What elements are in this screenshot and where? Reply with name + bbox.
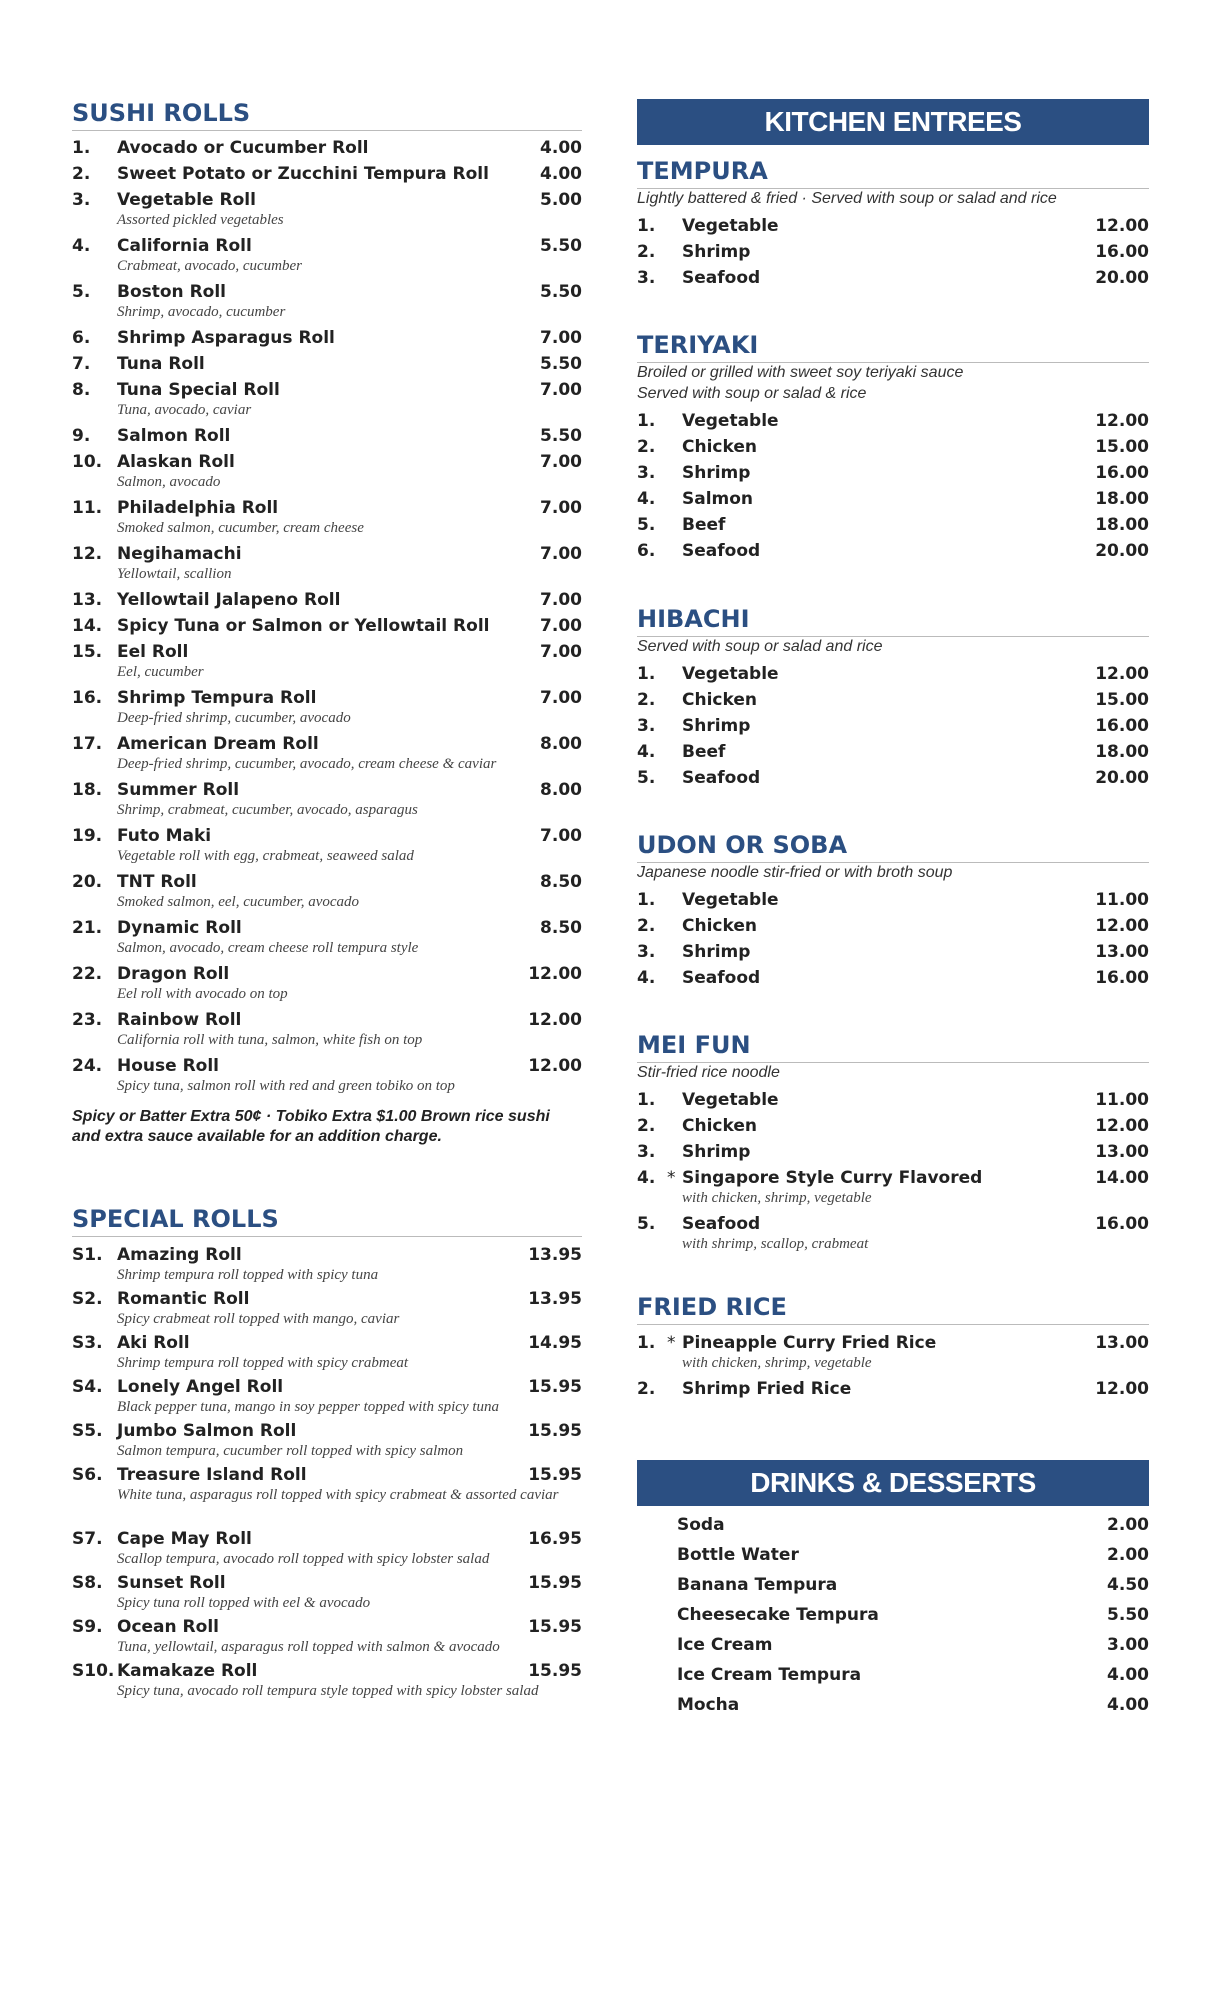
sushi-roll-price: 8.00 [540, 734, 582, 754]
sushi-roll-number: 7. [72, 354, 91, 374]
sushi-roll-number: 16. [72, 688, 103, 708]
special-roll-number: S4. [72, 1377, 103, 1397]
special-roll-number: S9. [72, 1617, 103, 1637]
tempura-item-name: Shrimp [682, 242, 751, 262]
sushi-roll-price: 5.50 [540, 236, 582, 256]
sushi-roll-number: 13. [72, 590, 103, 610]
sushi-roll-price: 8.50 [540, 872, 582, 892]
sushi-roll-description: Yellowtail, scallion [117, 566, 232, 582]
teriyaki-item-name: Seafood [682, 541, 761, 561]
special-roll-price: 13.95 [528, 1289, 582, 1309]
sushi-roll-description: Shrimp, crabmeat, cucumber, avocado, asparagus [117, 802, 418, 818]
tempura-item-number: 3. [637, 268, 656, 288]
sushi-roll-description: Salmon, avocado, cream cheese roll tempura style [117, 940, 419, 956]
special-roll-name: Ocean Roll [117, 1617, 219, 1637]
teriyaki-item-number: 2. [637, 437, 656, 457]
special-roll-name: Amazing Roll [117, 1245, 242, 1265]
special-roll-description: Tuna, yellowtail, asparagus roll topped with salmon & avocado [117, 1639, 500, 1655]
teriyaki-item-number: 5. [637, 515, 656, 535]
special-roll-name: Kamakaze Roll [117, 1661, 258, 1681]
mei-fun-item-number: 4. [637, 1168, 656, 1188]
sushi-roll-number: 14. [72, 616, 103, 636]
mei-fun-item-description: with chicken, shrimp, vegetable [682, 1190, 872, 1206]
sushi-roll-number: 6. [72, 328, 91, 348]
sushi-roll-price: 5.50 [540, 282, 582, 302]
sushi-roll-name: Tuna Roll [117, 354, 205, 374]
hibachi-item-price: 16.00 [1095, 716, 1149, 736]
sushi-roll-price: 5.00 [540, 190, 582, 210]
special-roll-name: Jumbo Salmon Roll [117, 1421, 297, 1441]
mei-fun-item-name: Chicken [682, 1116, 757, 1136]
teriyaki-item-price: 20.00 [1095, 541, 1149, 561]
sushi-roll-description: Vegetable roll with egg, crabmeat, seaweed salad [117, 848, 414, 864]
special-roll-price: 15.95 [528, 1617, 582, 1637]
sushi-roll-number: 15. [72, 642, 103, 662]
teriyaki-item-name: Shrimp [682, 463, 751, 483]
tempura-item-price: 20.00 [1095, 268, 1149, 288]
udon-soba-item-number: 1. [637, 890, 656, 910]
sushi-roll-price: 7.00 [540, 498, 582, 518]
drink-dessert-name: Ice Cream [677, 1635, 773, 1655]
hibachi-item-name: Seafood [682, 768, 761, 788]
drink-dessert-name: Cheesecake Tempura [677, 1605, 879, 1625]
teriyaki-item-number: 4. [637, 489, 656, 509]
sushi-roll-price: 7.00 [540, 380, 582, 400]
sushi-roll-name: House Roll [117, 1056, 219, 1076]
fried-rice-item-number: 1. [637, 1333, 656, 1353]
mei-fun-item-name: Shrimp [682, 1142, 751, 1162]
sushi-roll-name: California Roll [117, 236, 252, 256]
special-roll-number: S6. [72, 1465, 103, 1485]
sushi-roll-number: 18. [72, 780, 103, 800]
fried-rice-item-number: 2. [637, 1379, 656, 1399]
teriyaki-item-name: Vegetable [682, 411, 779, 431]
sushi-roll-description: Deep-fried shrimp, cucumber, avocado [117, 710, 351, 726]
sushi-roll-number: 1. [72, 138, 91, 158]
udon-soba-heading: UDON OR SOBA [637, 830, 1149, 863]
sushi-roll-description: Smoked salmon, eel, cucumber, avocado [117, 894, 360, 910]
tempura-item-number: 2. [637, 242, 656, 262]
special-roll-price: 16.95 [528, 1529, 582, 1549]
drink-dessert-name: Soda [677, 1515, 725, 1535]
sushi-roll-price: 7.00 [540, 590, 582, 610]
sushi-roll-price: 12.00 [528, 1010, 582, 1030]
sushi-roll-price: 7.00 [540, 616, 582, 636]
special-roll-name: Romantic Roll [117, 1289, 250, 1309]
hibachi-item-number: 1. [637, 664, 656, 684]
sushi-roll-number: 3. [72, 190, 91, 210]
sushi-roll-price: 7.00 [540, 328, 582, 348]
hibachi-item-number: 4. [637, 742, 656, 762]
sushi-roll-name: Dragon Roll [117, 964, 230, 984]
sushi-roll-name: American Dream Roll [117, 734, 319, 754]
teriyaki-item-name: Chicken [682, 437, 757, 457]
sushi-roll-name: TNT Roll [117, 872, 197, 892]
tempura-item-name: Vegetable [682, 216, 779, 236]
sushi-roll-name: Shrimp Asparagus Roll [117, 328, 335, 348]
sushi-roll-description: Eel roll with avocado on top [117, 986, 288, 1002]
teriyaki-heading: TERIYAKI [637, 330, 1149, 363]
sushi-roll-description: Shrimp, avocado, cucumber [117, 304, 286, 320]
udon-soba-item-name: Vegetable [682, 890, 779, 910]
special-roll-name: Lonely Angel Roll [117, 1377, 284, 1397]
sushi-roll-description: California roll with tuna, salmon, white fish on top [117, 1032, 423, 1048]
teriyaki-item-name: Salmon [682, 489, 754, 509]
special-roll-price: 15.95 [528, 1377, 582, 1397]
sushi-roll-number: 20. [72, 872, 103, 892]
special-roll-description: Shrimp tempura roll topped with spicy tuna [117, 1267, 379, 1283]
mei-fun-item-price: 16.00 [1095, 1214, 1149, 1234]
sushi-rolls-heading: SUSHI ROLLS [72, 98, 582, 131]
sushi-roll-price: 7.00 [540, 452, 582, 472]
special-roll-name: Sunset Roll [117, 1573, 226, 1593]
mei-fun-item-star: * [667, 1168, 676, 1188]
sushi-roll-number: 22. [72, 964, 103, 984]
sushi-roll-number: 21. [72, 918, 103, 938]
udon-soba-item-name: Shrimp [682, 942, 751, 962]
sushi-roll-name: Vegetable Roll [117, 190, 256, 210]
udon-soba-item-price: 13.00 [1095, 942, 1149, 962]
special-roll-price: 14.95 [528, 1333, 582, 1353]
udon-soba-item-name: Chicken [682, 916, 757, 936]
drink-dessert-name: Banana Tempura [677, 1575, 838, 1595]
sushi-roll-description: Smoked salmon, cucumber, cream cheese [117, 520, 364, 536]
drink-dessert-name: Bottle Water [677, 1545, 799, 1565]
sushi-roll-price: 7.00 [540, 688, 582, 708]
fried-rice-item-price: 13.00 [1095, 1333, 1149, 1353]
special-roll-number: S8. [72, 1573, 103, 1593]
sushi-roll-number: 10. [72, 452, 103, 472]
teriyaki-item-price: 18.00 [1095, 489, 1149, 509]
teriyaki-item-number: 6. [637, 541, 656, 561]
drink-dessert-name: Ice Cream Tempura [677, 1665, 862, 1685]
special-roll-price: 13.95 [528, 1245, 582, 1265]
sushi-roll-name: Shrimp Tempura Roll [117, 688, 317, 708]
hibachi-heading: HIBACHI [637, 604, 1149, 637]
special-rolls-heading: SPECIAL ROLLS [72, 1204, 582, 1237]
drink-dessert-price: 4.50 [1107, 1575, 1149, 1595]
sushi-note: Spicy or Batter Extra 50¢ · Tobiko Extra $1.00 Brown rice sushi and extra sauce available for an addition charge. [72, 1108, 550, 1145]
special-roll-description: Spicy tuna, avocado roll tempura style topped with spicy lobster salad [117, 1683, 539, 1699]
special-roll-price: 15.95 [528, 1573, 582, 1593]
tempura-item-price: 12.00 [1095, 216, 1149, 236]
sushi-roll-name: Salmon Roll [117, 426, 231, 446]
hibachi-item-name: Beef [682, 742, 726, 762]
teriyaki-description-1: Broiled or grilled with sweet soy teriyaki sauce [637, 364, 964, 381]
sushi-roll-description: Assorted pickled vegetables [117, 212, 284, 228]
special-roll-number: S10. [72, 1661, 115, 1681]
drink-dessert-price: 5.50 [1107, 1605, 1149, 1625]
hibachi-item-number: 2. [637, 690, 656, 710]
sushi-roll-price: 12.00 [528, 1056, 582, 1076]
special-roll-name: Aki Roll [117, 1333, 190, 1353]
sushi-roll-name: Spicy Tuna or Salmon or Yellowtail Roll [117, 616, 490, 636]
drink-dessert-name: Mocha [677, 1695, 740, 1715]
udon-soba-item-number: 3. [637, 942, 656, 962]
sushi-roll-price: 7.00 [540, 826, 582, 846]
mei-fun-description: Stir-fried rice noodle [637, 1064, 780, 1081]
sushi-roll-number: 8. [72, 380, 91, 400]
sushi-roll-number: 19. [72, 826, 103, 846]
mei-fun-item-price: 14.00 [1095, 1168, 1149, 1188]
udon-soba-description: Japanese noodle stir-fried or with broth soup [637, 864, 953, 881]
special-roll-number: S7. [72, 1529, 103, 1549]
udon-soba-item-price: 11.00 [1095, 890, 1149, 910]
sushi-roll-price: 12.00 [528, 964, 582, 984]
hibachi-item-name: Vegetable [682, 664, 779, 684]
kitchen-entrees-banner: KITCHEN ENTREES [637, 99, 1149, 145]
mei-fun-item-number: 2. [637, 1116, 656, 1136]
sushi-roll-number: 17. [72, 734, 103, 754]
special-roll-number: S5. [72, 1421, 103, 1441]
sushi-roll-description: Spicy tuna, salmon roll with red and green tobiko on top [117, 1078, 455, 1094]
sushi-roll-name: Rainbow Roll [117, 1010, 242, 1030]
teriyaki-item-price: 18.00 [1095, 515, 1149, 535]
udon-soba-item-name: Seafood [682, 968, 761, 988]
sushi-roll-name: Boston Roll [117, 282, 227, 302]
fried-rice-item-name: Shrimp Fried Rice [682, 1379, 852, 1399]
fried-rice-heading: FRIED RICE [637, 1292, 1149, 1325]
drink-dessert-price: 2.00 [1107, 1545, 1149, 1565]
fried-rice-item-price: 12.00 [1095, 1379, 1149, 1399]
sushi-roll-name: Avocado or Cucumber Roll [117, 138, 369, 158]
mei-fun-item-number: 5. [637, 1214, 656, 1234]
teriyaki-item-price: 16.00 [1095, 463, 1149, 483]
sushi-roll-name: Yellowtail Jalapeno Roll [117, 590, 341, 610]
special-roll-number: S1. [72, 1245, 103, 1265]
mei-fun-item-price: 11.00 [1095, 1090, 1149, 1110]
sushi-roll-name: Philadelphia Roll [117, 498, 279, 518]
hibachi-item-price: 15.00 [1095, 690, 1149, 710]
fried-rice-item-star: * [667, 1333, 676, 1353]
sushi-roll-price: 8.00 [540, 780, 582, 800]
sushi-roll-number: 24. [72, 1056, 103, 1076]
sushi-roll-description: Salmon, avocado [117, 474, 221, 490]
drink-dessert-price: 4.00 [1107, 1695, 1149, 1715]
special-roll-description: Scallop tempura, avocado roll topped with spicy lobster salad [117, 1551, 490, 1567]
special-roll-name: Cape May Roll [117, 1529, 252, 1549]
mei-fun-item-price: 12.00 [1095, 1116, 1149, 1136]
udon-soba-item-number: 2. [637, 916, 656, 936]
sushi-roll-name: Sweet Potato or Zucchini Tempura Roll [117, 164, 489, 184]
teriyaki-item-price: 15.00 [1095, 437, 1149, 457]
sushi-roll-name: Tuna Special Roll [117, 380, 280, 400]
tempura-item-number: 1. [637, 216, 656, 236]
special-roll-description: Spicy tuna roll topped with eel & avocado [117, 1595, 371, 1611]
teriyaki-item-number: 3. [637, 463, 656, 483]
special-roll-number: S2. [72, 1289, 103, 1309]
drinks-desserts-banner: DRINKS & DESSERTS [637, 1460, 1149, 1506]
teriyaki-item-price: 12.00 [1095, 411, 1149, 431]
tempura-heading: TEMPURA [637, 156, 1149, 189]
hibachi-item-price: 12.00 [1095, 664, 1149, 684]
sushi-roll-name: Summer Roll [117, 780, 240, 800]
mei-fun-item-name: Seafood [682, 1214, 761, 1234]
sushi-roll-price: 4.00 [540, 138, 582, 158]
tempura-item-price: 16.00 [1095, 242, 1149, 262]
sushi-roll-number: 11. [72, 498, 103, 518]
teriyaki-item-number: 1. [637, 411, 656, 431]
fried-rice-item-name: Pineapple Curry Fried Rice [682, 1333, 937, 1353]
sushi-roll-description: Deep-fried shrimp, cucumber, avocado, cream cheese & caviar [117, 756, 497, 772]
sushi-roll-name: Alaskan Roll [117, 452, 235, 472]
special-roll-price: 15.95 [528, 1465, 582, 1485]
hibachi-description: Served with soup or salad and rice [637, 638, 883, 655]
sushi-roll-number: 9. [72, 426, 91, 446]
udon-soba-item-number: 4. [637, 968, 656, 988]
special-roll-description: White tuna, asparagus roll topped with spicy crabmeat & assorted caviar [117, 1487, 559, 1503]
mei-fun-item-name: Singapore Style Curry Flavored [682, 1168, 983, 1188]
special-roll-price: 15.95 [528, 1661, 582, 1681]
sushi-roll-description: Eel, cucumber [117, 664, 204, 680]
sushi-roll-name: Eel Roll [117, 642, 189, 662]
special-roll-name: Treasure Island Roll [117, 1465, 307, 1485]
sushi-roll-description: Tuna, avocado, caviar [117, 402, 252, 418]
teriyaki-item-name: Beef [682, 515, 726, 535]
sushi-roll-name: Futo Maki [117, 826, 212, 846]
udon-soba-item-price: 12.00 [1095, 916, 1149, 936]
fried-rice-item-description: with chicken, shrimp, vegetable [682, 1355, 872, 1371]
sushi-roll-price: 8.50 [540, 918, 582, 938]
mei-fun-item-price: 13.00 [1095, 1142, 1149, 1162]
sushi-roll-name: Dynamic Roll [117, 918, 242, 938]
sushi-roll-price: 7.00 [540, 642, 582, 662]
sushi-roll-price: 5.50 [540, 354, 582, 374]
special-roll-description: Shrimp tempura roll topped with spicy crabmeat [117, 1355, 409, 1371]
drink-dessert-price: 2.00 [1107, 1515, 1149, 1535]
hibachi-item-name: Shrimp [682, 716, 751, 736]
drink-dessert-price: 4.00 [1107, 1665, 1149, 1685]
hibachi-item-name: Chicken [682, 690, 757, 710]
special-roll-price: 15.95 [528, 1421, 582, 1441]
special-roll-description: Spicy crabmeat roll topped with mango, caviar [117, 1311, 400, 1327]
mei-fun-item-description: with shrimp, scallop, crabmeat [682, 1236, 869, 1252]
tempura-description: Lightly battered & fried · Served with soup or salad and rice [637, 190, 1057, 207]
special-roll-description: Salmon tempura, cucumber roll topped with spicy salmon [117, 1443, 464, 1459]
sushi-roll-name: Negihamachi [117, 544, 242, 564]
teriyaki-description-2: Served with soup or salad & rice [637, 385, 867, 402]
hibachi-item-price: 20.00 [1095, 768, 1149, 788]
sushi-roll-number: 5. [72, 282, 91, 302]
mei-fun-item-name: Vegetable [682, 1090, 779, 1110]
sushi-roll-number: 2. [72, 164, 91, 184]
hibachi-item-number: 5. [637, 768, 656, 788]
sushi-roll-price: 7.00 [540, 544, 582, 564]
mei-fun-item-number: 3. [637, 1142, 656, 1162]
special-roll-description: Black pepper tuna, mango in soy pepper topped with spicy tuna [117, 1399, 500, 1415]
mei-fun-heading: MEI FUN [637, 1030, 1149, 1063]
sushi-roll-description: Crabmeat, avocado, cucumber [117, 258, 302, 274]
sushi-roll-price: 5.50 [540, 426, 582, 446]
sushi-roll-price: 4.00 [540, 164, 582, 184]
hibachi-item-price: 18.00 [1095, 742, 1149, 762]
hibachi-item-number: 3. [637, 716, 656, 736]
sushi-roll-number: 4. [72, 236, 91, 256]
sushi-roll-number: 23. [72, 1010, 103, 1030]
tempura-item-name: Seafood [682, 268, 761, 288]
mei-fun-item-number: 1. [637, 1090, 656, 1110]
special-roll-number: S3. [72, 1333, 103, 1353]
udon-soba-item-price: 16.00 [1095, 968, 1149, 988]
sushi-roll-number: 12. [72, 544, 103, 564]
drink-dessert-price: 3.00 [1107, 1635, 1149, 1655]
